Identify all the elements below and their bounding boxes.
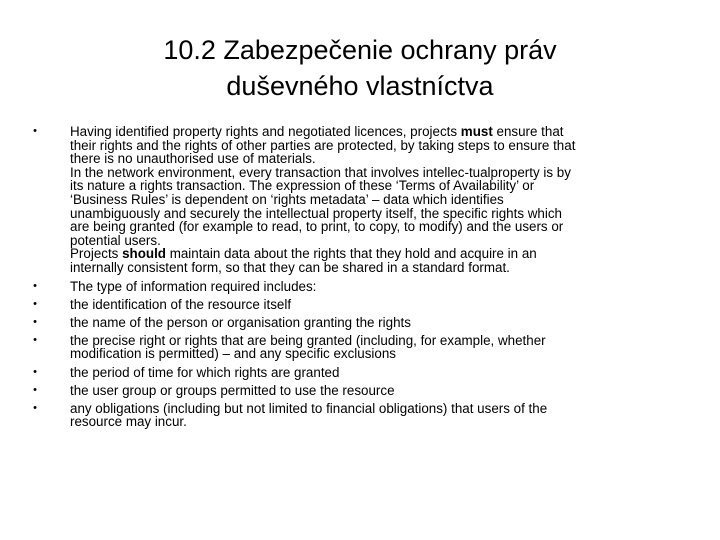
- text-segment: their rights and the rights of other parties are protected, by taking steps to ensure that: [70, 137, 576, 153]
- bullet-dot: •: [33, 333, 37, 346]
- text-segment: its nature a rights transaction. The expression of these ‘Terms of Availability’ or: [70, 178, 535, 194]
- text-line: [70, 207, 690, 221]
- slide-title-line-2: duševného vlastníctva: [226, 71, 494, 101]
- text-line: [70, 179, 690, 193]
- text-line: the identification of the resource itself: [70, 296, 292, 312]
- bullet-dot: •: [33, 279, 37, 292]
- text-segment: Projects: [70, 246, 123, 262]
- text-line: the name of the person or organisation granting the rights: [70, 314, 411, 330]
- text-line: [70, 193, 690, 207]
- bullet-dot: •: [33, 383, 37, 396]
- emphasis-text: must: [460, 124, 493, 139]
- text-line: the period of time for which rights are granted: [70, 364, 340, 380]
- list-item: [30, 316, 690, 330]
- emphasis-text: should: [122, 246, 166, 262]
- text-segment: ensure that: [492, 124, 564, 139]
- text-segment: ‘Business Rules’ is dependent on ‘rights metadata’ – data which identifies: [70, 191, 504, 207]
- list-item: [30, 384, 690, 398]
- text-line: [70, 247, 690, 261]
- list-item: [30, 402, 690, 429]
- list-item: [30, 366, 690, 380]
- text-line: modification is permitted) – and any specific exclusions: [70, 346, 396, 362]
- bullet-dot: •: [33, 125, 37, 137]
- text-segment: Having identified property rights and negotiated licences, projects: [70, 124, 461, 139]
- text-line: [70, 261, 690, 275]
- text-line: [70, 139, 690, 153]
- text-segment: there is no unauthorised use of materials.: [70, 151, 316, 167]
- list-item: [30, 125, 690, 275]
- list-item: [30, 298, 690, 312]
- text-line: resource may incur.: [70, 414, 187, 430]
- text-segment: are being granted (for example to read, to print, to copy, to modify) and the users or: [70, 219, 564, 235]
- list-item: [30, 280, 690, 294]
- bullet-dot: •: [33, 297, 37, 310]
- bullet-dot: •: [33, 365, 37, 378]
- text-line: The type of information required includes:: [70, 278, 317, 294]
- slide-title: [40, 32, 680, 104]
- text-segment: internally consistent form, so that they can be shared in a standard format.: [70, 259, 510, 275]
- bullet-dot: •: [33, 315, 37, 328]
- text-segment: maintain data about the rights that they hold and acquire in an: [165, 246, 537, 262]
- bullet-list: [30, 125, 690, 433]
- bullet-dot: •: [33, 401, 37, 414]
- text-line: [70, 125, 690, 139]
- text-segment: unambiguously and securely the intellectual property itself, the specific rights which: [70, 205, 562, 221]
- text-line: [70, 220, 690, 234]
- text-line: [70, 152, 690, 166]
- text-line: the precise right or rights that are being granted (including, for example, whether: [70, 332, 546, 348]
- text-line: [70, 234, 690, 248]
- list-item: [30, 334, 690, 361]
- text-line: [70, 166, 690, 180]
- text-segment: In the network environment, every transaction that involves intellec-tualproperty is by: [70, 164, 571, 180]
- slide-title-line-1: 10.2 Zabezpečenie ochrany práv: [163, 35, 557, 65]
- text-segment: potential users.: [70, 232, 161, 248]
- text-line: any obligations (including but not limited to financial obligations) that users of the: [70, 400, 548, 416]
- text-line: the user group or groups permitted to use the resource: [70, 382, 395, 398]
